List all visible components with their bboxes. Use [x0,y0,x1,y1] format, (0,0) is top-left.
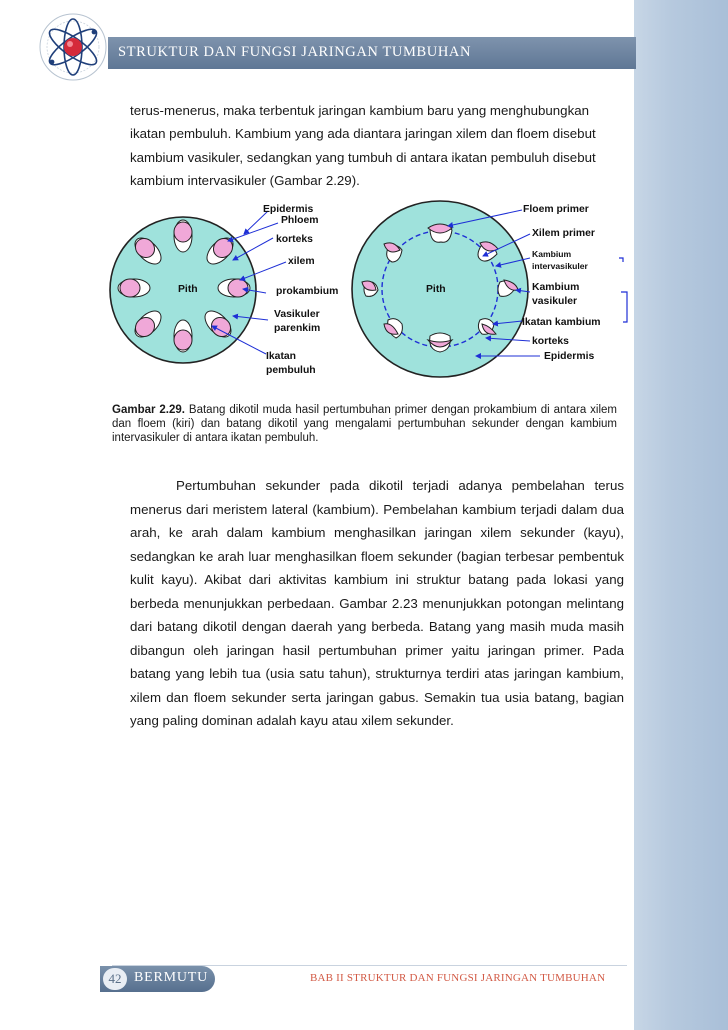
label-xilem: xilem [288,256,315,267]
page-number: 42 [103,968,127,990]
label-ikatan: Ikatan [266,351,297,362]
label-epidermis-left: Epidermis [263,204,314,215]
label-phloem: Phloem [281,215,319,226]
label-kambium-2: Kambium [532,282,580,293]
paragraph-line: kambium vasikuler, sedangkan yang tumbuh di antara ikatan pembuluh disebut [130,149,596,165]
paragraph-line: kambium intervasikuler (Gambar 2.29). [130,173,360,189]
label-pith-right: Pith [426,284,446,295]
label-floem-primer: Floem primer [523,204,589,215]
label-parenkim: parenkim [274,323,321,334]
paragraph-line: ikatan pembuluh. Kambium yang ada diantara jaringan xilem dan floem disebut [130,126,596,142]
page-header-title: STRUKTUR DAN FUNGSI JARINGAN TUMBUHAN [118,44,472,60]
atom-logo-icon [36,10,110,84]
label-pith-left: Pith [178,284,198,295]
paragraph-first-line: Pertumbuhan sekunder pada dikotil terjadi adanya pembelahan terus [176,478,624,493]
label-vasikuler-left: Vasikuler [274,309,320,320]
label-vasikuler-right: vasikuler [532,296,578,307]
label-xilem-primer: Xilem primer [532,228,595,239]
paragraph-secondary-growth [130,474,624,733]
label-ikatan-kambium: Ikatan kambium [522,317,601,328]
label-korteks-left: korteks [276,234,313,245]
label-prokambium: prokambium [276,286,339,297]
footer-brand: BERMUTU [134,970,209,985]
label-intervasikuler: intervasikuler [532,261,588,271]
caption-text: Batang dikotil muda hasil pertumbuhan primer dengan prokambium di antara xilem dan floem (kiri) dan batang dikotil yang mengalami pertumbuhan sekunder dengan kambium intervasikuler di antara ikatan pembuluh. [112,404,618,445]
paragraph-line: terus-menerus, maka terbentuk jaringan kambium baru yang menghubungkan [130,103,590,118]
label-kambium-1: Kambium [532,249,572,259]
footer-chapter-title: BAB II STRUKTUR DAN FUNGSI JARINGAN TUMBUHAN [310,972,606,984]
stem-cross-section-figure [108,196,640,396]
paragraph-intro [130,99,624,193]
figure-caption [112,403,617,446]
label-korteks-right: korteks [532,336,569,347]
caption-label: Gambar 2.29. [112,404,185,416]
paragraph-body: menerus dari meristem lateral (kambium). Pembelahan kambium terjadi dalam dua arah, ke arah dalam kambium menghasilkan jaringan xilem sekunder (kayu), sedangkan ke arah luar menghasilkan floem sekunder (bagian terbesar pembentuk kulit kayu). Akibat dari aktivitas kambium ini struktur batang pada lokasi yang berbeda menunjukkan perbedaan. Gambar 2.23 menunjukkan potongan melintang dari batang dikotil dengan daerah yang berbeda. Batang yang masih muda masih dibangun oleh jaringan hasil pertumbuhan primer yaitu jaringan primer. Pada batang yang lebih tua (usia satu tahun), strukturnya terdiri atas jaringan kambium, xilem dan floem sekunder serta jaringan gabus. Semakin tua usia batang, bagian yang paling dominan adalah kayu atau xilem sekunder. [130,501,624,728]
label-epidermis-right: Epidermis [544,351,595,362]
label-pembuluh: pembuluh [266,365,316,376]
young-stem [110,211,286,363]
side-band [634,0,728,1030]
